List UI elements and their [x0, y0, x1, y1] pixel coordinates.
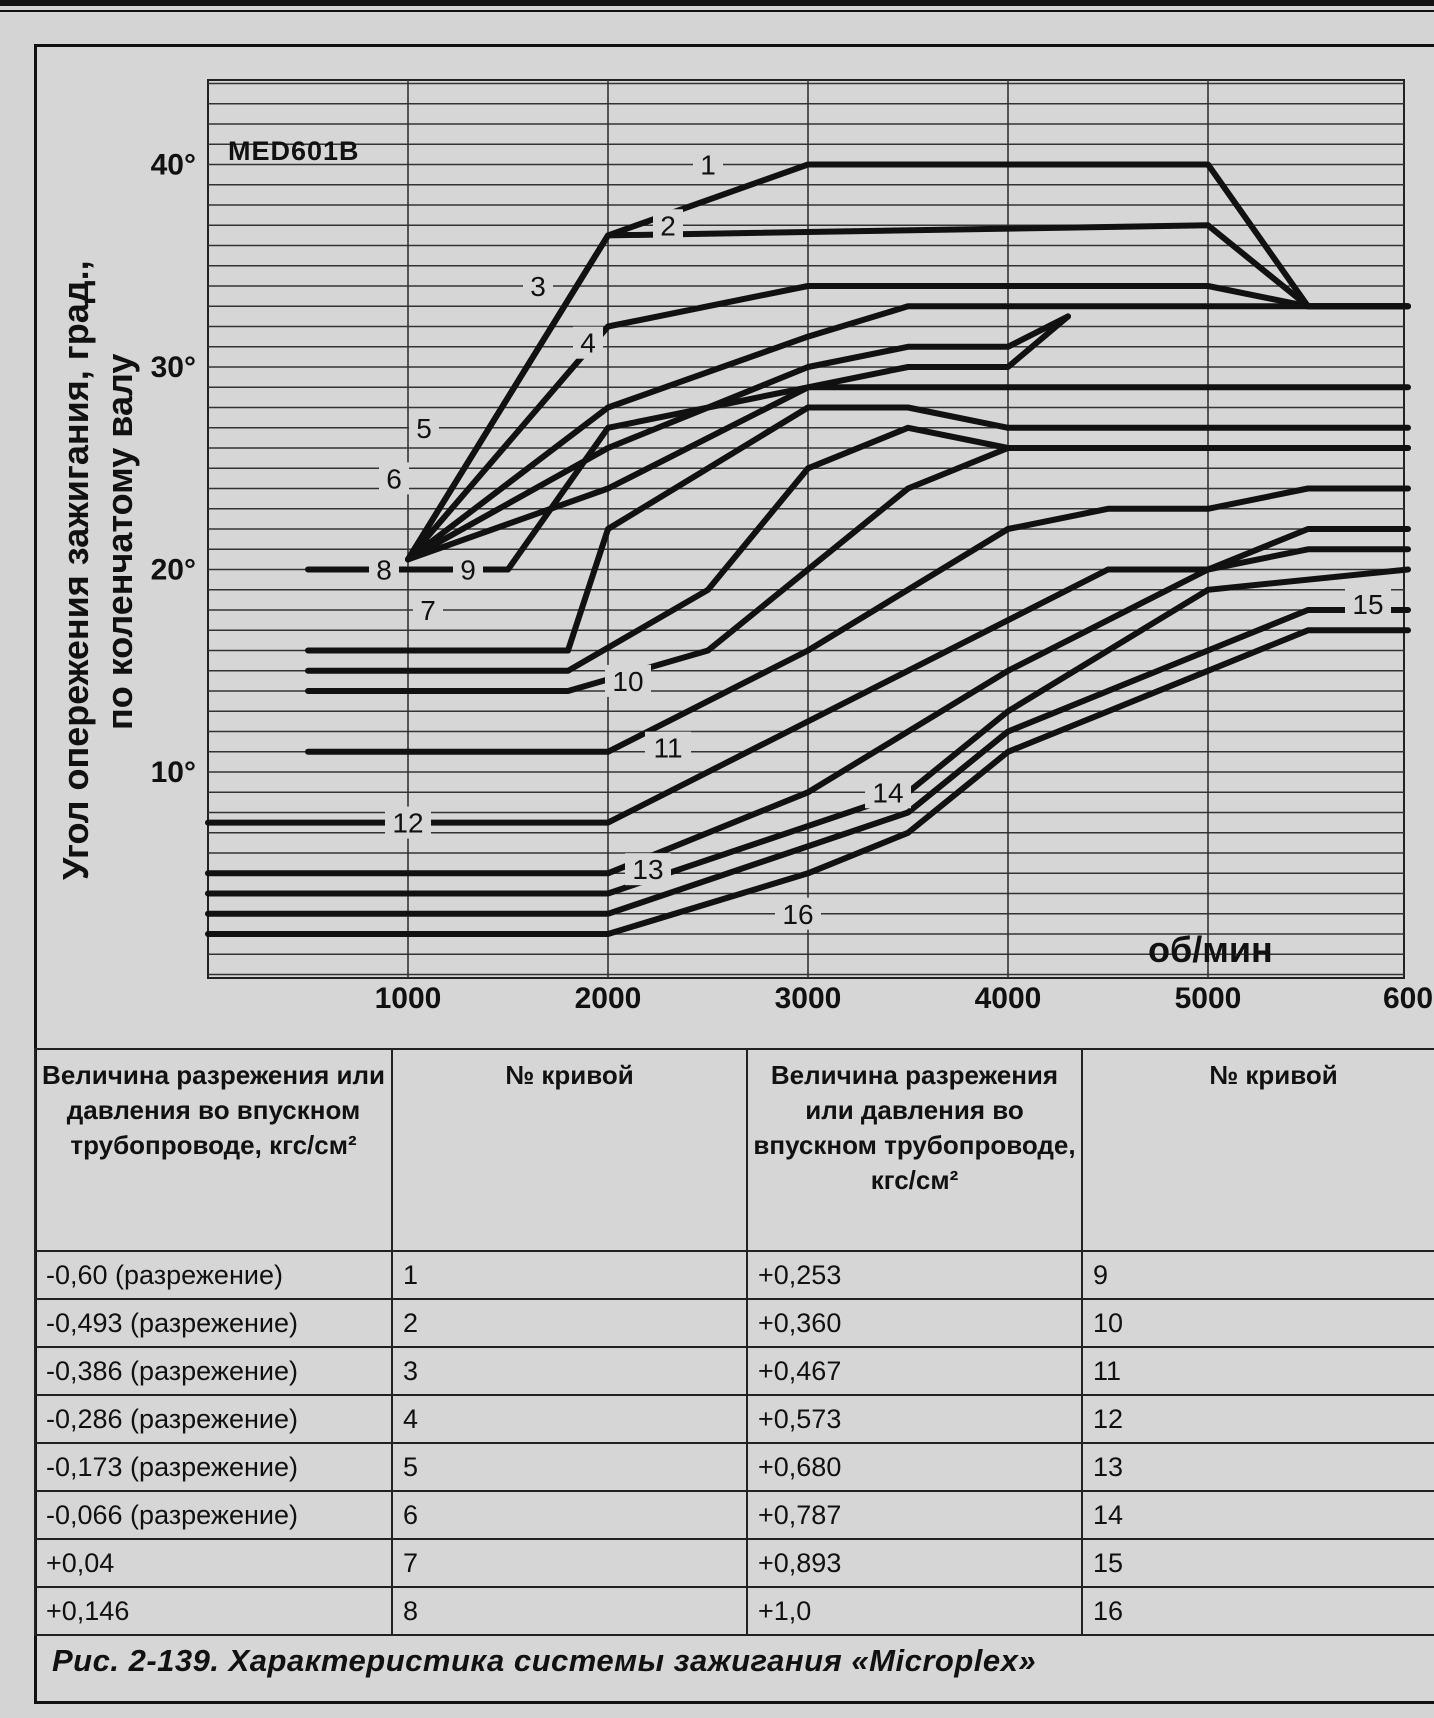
table-row	[35, 1491, 1434, 1539]
x-tick-label: 3000	[774, 982, 842, 1015]
x-tick-label: 600	[1382, 982, 1434, 1015]
series-label-5: 5	[416, 412, 432, 444]
x-axis-label: об/мин	[1148, 929, 1273, 970]
header-curve-right: № кривой	[1082, 1049, 1434, 1251]
pressure-value-left: +0,04	[35, 1539, 392, 1587]
y-tick-label: 20°	[150, 553, 196, 587]
curve-legend-table	[34, 1048, 1434, 1636]
series-label-1: 1	[700, 149, 716, 181]
series-label-4: 4	[580, 327, 596, 359]
curve-number-right: 16	[1082, 1587, 1434, 1635]
curve-number-right: 9	[1082, 1251, 1434, 1299]
curve-number-left: 7	[392, 1539, 747, 1587]
x-tick-label: 1000	[374, 982, 442, 1015]
series-label-9: 9	[460, 554, 476, 586]
pressure-value-left: -0,066 (разрежение)	[35, 1491, 392, 1539]
pressure-value-right: +0,787	[747, 1491, 1082, 1539]
x-tick-label: 5000	[1174, 982, 1242, 1015]
series-line-7	[308, 387, 1408, 569]
pressure-value-right: +0,360	[747, 1299, 1082, 1347]
pressure-value-left: -0,386 (разрежение)	[35, 1347, 392, 1395]
header-curve-left: № кривой	[392, 1049, 747, 1251]
curve-number-left: 6	[392, 1491, 747, 1539]
pressure-value-left: -0,173 (разрежение)	[35, 1443, 392, 1491]
series-label-3: 3	[530, 271, 546, 302]
pressure-value-right: +0,467	[747, 1347, 1082, 1395]
pressure-value-left: -0,60 (разрежение)	[35, 1251, 392, 1299]
figure-caption: Рис. 2-139. Характеристика системы зажигания «Microplex»	[52, 1643, 1037, 1678]
series-label-8: 8	[376, 554, 392, 586]
curve-number-right: 13	[1082, 1443, 1434, 1491]
curve-number-right: 15	[1082, 1539, 1434, 1587]
pressure-value-left: -0,286 (разрежение)	[35, 1395, 392, 1443]
series-label-14: 14	[872, 777, 904, 809]
curve-number-right: 10	[1082, 1299, 1434, 1347]
header-pressure-left: Величина разрежения или давления во впускном трубопроводе, кгс/см²	[35, 1049, 392, 1251]
y-axis-label: Угол опережения зажигания, град.,	[55, 260, 96, 880]
table-row	[35, 1539, 1434, 1587]
curve-number-left: 2	[392, 1299, 747, 1347]
curve-number-right: 11	[1082, 1347, 1434, 1395]
series-label-15: 15	[1352, 588, 1384, 620]
series-label-2: 2	[660, 210, 676, 242]
table-row	[35, 1587, 1434, 1635]
curve-number-left: 3	[392, 1347, 747, 1395]
curve-number-right: 12	[1082, 1395, 1434, 1443]
pressure-value-left: -0,493 (разрежение)	[35, 1299, 392, 1347]
pressure-value-right: +0,680	[747, 1443, 1082, 1491]
curve-number-left: 1	[392, 1251, 747, 1299]
series-label-16: 16	[782, 898, 814, 930]
table-header-row	[35, 1049, 1434, 1251]
pressure-value-left: +0,146	[35, 1587, 392, 1635]
grid	[208, 80, 1404, 978]
series-label-10: 10	[612, 665, 644, 697]
table-row	[35, 1395, 1434, 1443]
table-row	[35, 1251, 1434, 1299]
table-row	[35, 1347, 1434, 1395]
y-tick-label: 40°	[150, 148, 196, 182]
table-row	[35, 1299, 1434, 1347]
pressure-value-right: +0,253	[747, 1251, 1082, 1299]
curve-number-left: 8	[392, 1587, 747, 1635]
y-tick-label: 10°	[150, 756, 196, 789]
x-tick-label: 2000	[574, 982, 642, 1015]
series-label-13: 13	[632, 854, 664, 886]
series-label-11: 11	[653, 732, 683, 764]
header-pressure-right: Величина разрежения или давления во впускном трубопроводе, кгс/см²	[747, 1049, 1082, 1251]
y-axis-label-line2: по коленчатому валу	[99, 353, 140, 730]
curve-number-left: 4	[392, 1395, 747, 1443]
series-label-7: 7	[420, 595, 436, 626]
table-row	[35, 1443, 1434, 1491]
model-label: MED601B	[228, 136, 360, 166]
series-label-12: 12	[392, 807, 424, 839]
pressure-value-right: +0,893	[747, 1539, 1082, 1587]
pressure-value-right: +0,573	[747, 1395, 1082, 1443]
pressure-value-right: +1,0	[747, 1587, 1082, 1635]
y-tick-label: 30°	[150, 351, 196, 384]
series-label-6: 6	[386, 463, 402, 495]
curve-number-right: 14	[1082, 1491, 1434, 1539]
curve-number-left: 5	[392, 1443, 747, 1491]
x-tick-label: 4000	[974, 982, 1042, 1015]
